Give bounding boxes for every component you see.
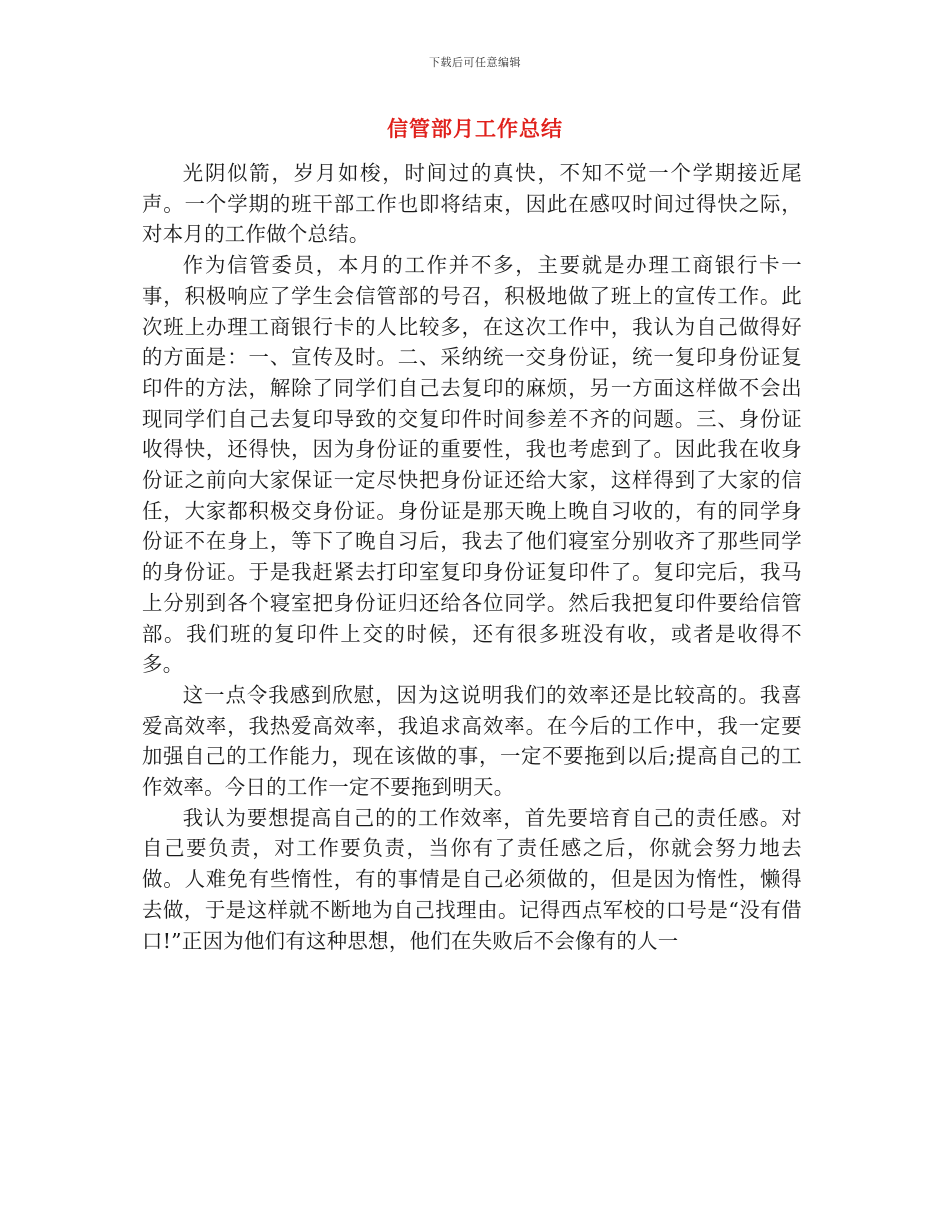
document-title: 信管部月工作总结 <box>387 116 563 141</box>
paragraph-responsibility: 我认为要想提高自己的的工作效率，首先要培育自己的责任感。对自己要负责，对工作要负责，当你有了责任感之后，你就会努力地去做。人难免有些惰性，有的事情是自己必须做的，但是因为惰性，懒得去做，于是这样就不断地为自己找理由。记得西点军校的口号是“没有借口!”正因为他们有这种思想，他们在失败后不会像有的人一 <box>142 805 802 953</box>
paragraph-efficiency: 这一点令我感到欣慰，因为这说明我们的效率还是比较高的。我喜爱高效率，我热爱高效率，我追求高效率。在今后的工作中，我一定要加强自己的工作能力，现在该做的事，一定不要拖到以后;提高自己的工作效率。今日的工作一定不要拖到明天。 <box>142 682 802 800</box>
paragraph-work-details: 作为信管委员，本月的工作并不多，主要就是办理工商银行卡一事，积极响应了学生会信管部的号召，积极地做了班上的宣传工作。此次班上办理工商银行卡的人比较多，在这次工作中，我认为自己做得好的方面是：一、宣传及时。二、采纳统一交身份证，统一复印身份证复印件的方法，解除了同学们自己去复印的麻烦，另一方面这样做不会出现同学们自己去复印导致的交复印件时间参差不齐的问题。三、身份证收得快，还得快，因为身份证的重要性，我也考虑到了。因此我在收身份证之前向大家保证一定尽快把身份证还给大家，这样得到了大家的信任，大家都积极交身份证。身份证是那天晚上晚自习收的，有的同学身份证不在身上，等下了晚自习后，我去了他们寝室分别收齐了那些同学的身份证。于是我赶紧去打印室复印身份证复印件了。复印完后，我马上分别到各个寝室把身份证归还给各位同学。然后我把复印件要给信管部。我们班的复印件上交的时候，还有很多班没有收，或者是收得不多。 <box>142 253 802 677</box>
paragraph-intro: 光阴似箭，岁月如梭，时间过的真快，不知不觉一个学期接近尾声。一个学期的班干部工作也即将结束，因此在感叹时间过得快之际，对本月的工作做个总结。 <box>142 161 802 247</box>
document-body <box>142 158 802 956</box>
header-note: 下载后可任意编辑 <box>429 56 521 69</box>
